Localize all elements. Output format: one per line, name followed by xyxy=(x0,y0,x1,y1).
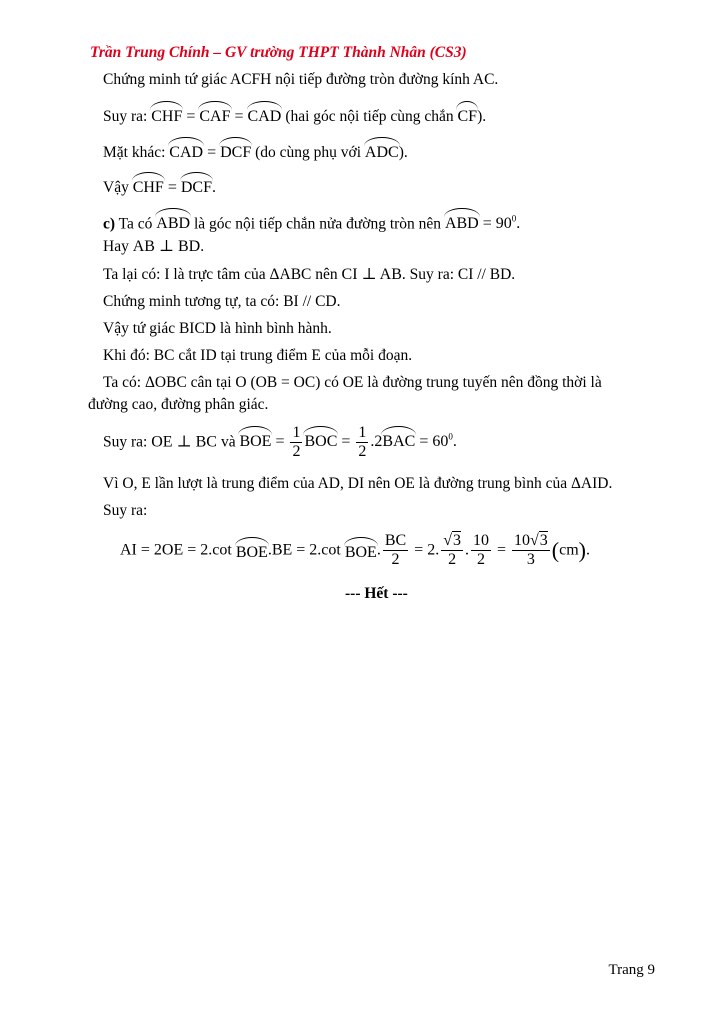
value: 90 xyxy=(495,215,512,233)
period: . xyxy=(516,215,521,233)
arc-dcf: DCF xyxy=(220,141,251,161)
fraction-half xyxy=(356,424,368,461)
text: Mặt khác: xyxy=(103,144,170,161)
dot: . xyxy=(376,541,381,559)
numerator xyxy=(441,532,463,551)
fraction-result xyxy=(512,532,550,569)
arc-chf: CHF xyxy=(133,176,164,196)
arc-boe: BOE xyxy=(239,430,271,450)
degree: 0 xyxy=(448,431,453,442)
formula xyxy=(239,424,457,460)
arc-abd: ABD xyxy=(156,212,190,232)
coef: .2 xyxy=(370,433,383,451)
formula: CI ⊥ AB xyxy=(341,266,402,283)
period: . xyxy=(200,238,205,255)
line-11: Ta có: ΔOBC cân tại O (OB = OC) có OE là đường trung tuyến nên đồng thời là xyxy=(103,374,602,391)
line-14: Vì O, E lần lượt là trung điểm của AD, DI nên OE là đường trung bình của ΔAID. xyxy=(103,475,613,492)
page-number: Trang 9 xyxy=(608,962,655,978)
formula-ai xyxy=(120,532,590,569)
text: Suy ra: xyxy=(103,108,152,125)
eq: = xyxy=(337,433,355,451)
fraction-half xyxy=(290,424,302,461)
value: 60 xyxy=(432,433,449,451)
period: . xyxy=(452,433,457,451)
arc-cad: CAD xyxy=(169,141,203,161)
text: và xyxy=(220,433,240,451)
formula xyxy=(133,179,216,196)
eq: = xyxy=(271,433,289,451)
numerator: 10 xyxy=(472,532,489,549)
arc-caf: CAF xyxy=(199,105,230,125)
oe-perp-bc: OE ⊥ BC xyxy=(151,433,217,451)
eq: = xyxy=(415,433,433,451)
numerator: 1 xyxy=(292,424,301,441)
line-10: Khi đó: BC cắt ID tại trung điểm E của mỗi đoạn. xyxy=(103,347,413,364)
denominator: 2 xyxy=(292,443,301,460)
arc-dcf: DCF xyxy=(181,176,212,196)
sqrt: √3 xyxy=(443,532,461,549)
eq: = xyxy=(203,144,221,161)
eq: = xyxy=(182,108,200,125)
lparen: ( xyxy=(551,537,560,563)
dot: . xyxy=(464,541,469,559)
radicand: 3 xyxy=(452,532,461,549)
formula: AB ⊥ BD xyxy=(132,238,201,255)
text: Hay xyxy=(103,238,133,255)
line-15: Suy ra: xyxy=(103,502,148,519)
arc-chf: CHF xyxy=(151,105,182,125)
sqrt: √3 xyxy=(530,532,548,549)
numerator xyxy=(512,532,550,551)
text: Vậy xyxy=(103,179,133,196)
numerator: BC xyxy=(384,532,407,549)
arc-abd: ABD xyxy=(445,212,479,232)
arc-cf: CF xyxy=(457,105,477,125)
end-mark: --- Hết --- xyxy=(345,585,408,602)
arc-boc: BOC xyxy=(304,430,337,450)
arc-boe: BOE xyxy=(345,541,377,561)
rparen: ) xyxy=(578,537,586,563)
formula xyxy=(169,144,251,161)
denominator: 3 xyxy=(526,551,535,568)
formula xyxy=(151,434,221,451)
coef: 2 xyxy=(427,541,436,559)
text: (hai góc nội tiếp cùng chắn xyxy=(285,108,458,125)
fraction-bc-2 xyxy=(383,532,408,569)
text: . Suy ra: CI // BD. xyxy=(401,266,516,283)
ten: 10 xyxy=(514,532,531,549)
line-4 xyxy=(103,176,216,197)
line-1: Chứng minh tứ giác ACFH nội tiếp đường tròn đường kính AC. xyxy=(103,71,499,88)
line-3 xyxy=(103,141,408,162)
period: . xyxy=(211,179,216,196)
line-5 xyxy=(103,210,520,233)
arc-cad: CAD xyxy=(248,105,282,125)
eq: = xyxy=(410,541,428,559)
line-12: đường cao, đường phân giác. xyxy=(88,396,269,413)
denominator: 2 xyxy=(391,551,400,568)
numerator: 1 xyxy=(358,424,367,441)
line-7 xyxy=(103,266,515,284)
fraction-sqrt3-2 xyxy=(441,532,463,569)
arc-adc: ADC xyxy=(365,141,399,161)
eq: = xyxy=(230,108,248,125)
period: . xyxy=(586,541,590,559)
text: Ta có xyxy=(115,215,157,233)
fraction-10-2 xyxy=(471,532,491,569)
formula xyxy=(151,108,285,125)
line-13 xyxy=(103,424,457,461)
text: Suy ra: xyxy=(103,433,152,451)
arc-bac: BAC xyxy=(382,430,415,450)
eq: = xyxy=(492,541,511,559)
degree: 0 xyxy=(511,214,517,224)
line-6 xyxy=(103,238,204,256)
unit: cm xyxy=(559,541,579,559)
text: là góc nội tiếp chắn nửa đường tròn nên xyxy=(190,215,445,233)
page-header: Trần Trung Chính – GV trường THPT Thành Nhân (CS3) xyxy=(90,44,467,61)
line-2 xyxy=(103,105,486,126)
ai-part: AI = 2OE = 2.cot xyxy=(120,541,236,559)
text: ). xyxy=(477,108,487,125)
formula xyxy=(445,215,520,232)
eq: = xyxy=(478,215,496,233)
eq: = xyxy=(163,179,181,196)
be-part: .BE = 2.cot xyxy=(267,541,345,559)
radicand: 3 xyxy=(539,532,548,549)
denominator: 2 xyxy=(476,551,485,568)
line-9: Vậy tứ giác BICD là hình bình hành. xyxy=(103,320,332,337)
dot: . xyxy=(435,541,440,559)
part-label: c) xyxy=(103,215,116,233)
text: ). xyxy=(398,144,408,161)
text: Ta lại có: I là trực tâm của ΔABC nên xyxy=(103,266,342,283)
denominator: 2 xyxy=(448,551,457,568)
arc-boe: BOE xyxy=(236,541,268,561)
denominator: 2 xyxy=(358,443,367,460)
line-8: Chứng minh tương tự, ta có: BI // CD. xyxy=(103,293,341,310)
text: (do cùng phụ với xyxy=(255,144,365,161)
